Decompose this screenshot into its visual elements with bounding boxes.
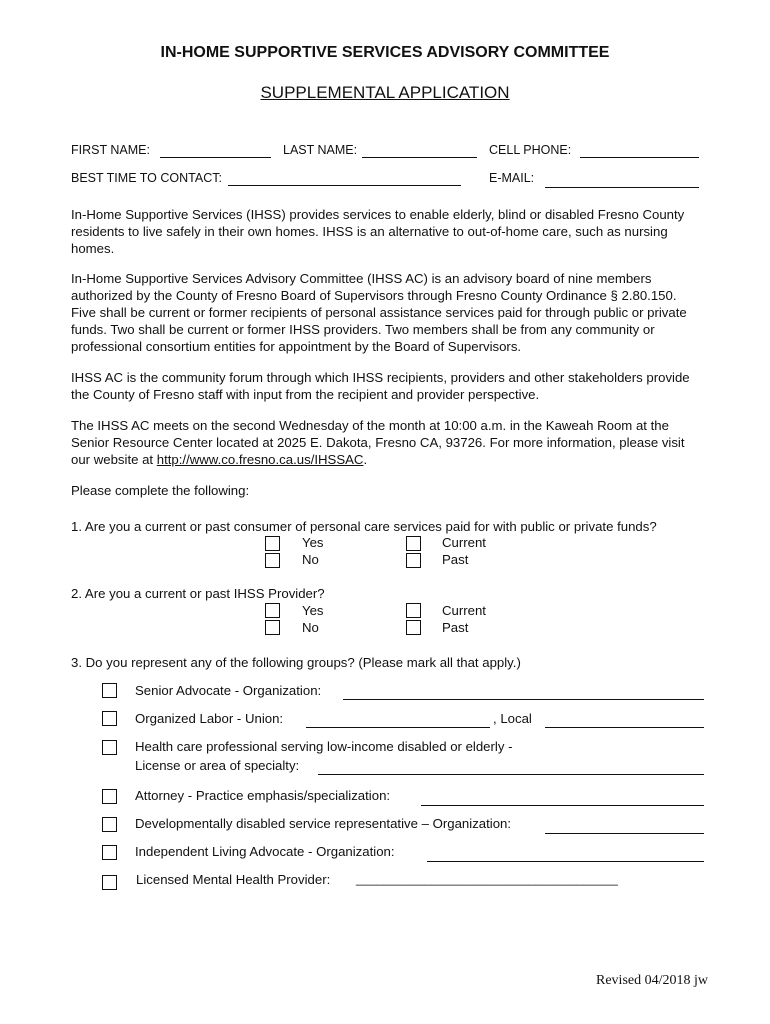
meetings-text: The IHSS AC meets on the second Wednesday of the month at 10:00 a.m. in the Kaweah Room at the Senior Resource Center located at 2025 E. Dakota, Fresno CA, 93726. For more information, please visit our website at — [71, 418, 685, 467]
form-title: IN-HOME SUPPORTIVE SERVICES ADVISORY COMMITTEE — [160, 44, 610, 61]
attorney-field[interactable] — [421, 805, 704, 806]
q1-past-checkbox[interactable] — [406, 553, 421, 568]
cell-phone-label: CELL PHONE: — [489, 143, 572, 157]
q1-yes-checkbox[interactable] — [265, 536, 280, 551]
first-name-field[interactable] — [160, 157, 271, 158]
health-care-checkbox[interactable] — [102, 740, 117, 755]
form-subtitle: SUPPLEMENTAL APPLICATION — [260, 83, 510, 102]
independent-living-label: Independent Living Advocate - Organization: — [135, 844, 395, 859]
q1-current-label: Current — [442, 535, 486, 550]
best-time-field[interactable] — [228, 185, 461, 186]
email-label: E-MAIL: — [489, 171, 535, 185]
paragraph-forum: IHSS AC is the community forum through which IHSS recipients, providers and other stakeholders provide the County of Fresno staff with input from the recipient and provider perspective. — [71, 370, 690, 402]
question-2: 2. Are you a current or past IHSS Provider? — [71, 586, 325, 601]
local-label: , Local — [493, 711, 532, 726]
q2-no-label: No — [302, 620, 319, 635]
paragraph-ihss: In-Home Supportive Services (IHSS) provides services to enable elderly, blind or disabled Fresno County residents to live safely in their own homes. IHSS is an alternative to out-of-home care, such as nursing homes. — [71, 207, 685, 256]
attorney-checkbox[interactable] — [102, 789, 117, 804]
meetings-end: . — [363, 452, 368, 467]
license-field[interactable] — [318, 774, 704, 775]
q2-past-checkbox[interactable] — [406, 620, 421, 635]
mental-health-label: Licensed Mental Health Provider: — [136, 872, 331, 887]
senior-advocate-field[interactable] — [343, 699, 704, 700]
independent-living-field[interactable] — [427, 861, 704, 862]
paragraph-meetings — [71, 417, 691, 468]
organized-labor-checkbox[interactable] — [102, 711, 117, 726]
q1-no-label: No — [302, 552, 319, 567]
health-care-label: Health care professional serving low-income disabled or elderly - — [135, 739, 513, 754]
developmental-checkbox[interactable] — [102, 817, 117, 832]
q1-current-checkbox[interactable] — [406, 536, 421, 551]
q2-yes-checkbox[interactable] — [265, 603, 280, 618]
developmental-field[interactable] — [545, 833, 704, 834]
last-name-field[interactable] — [362, 157, 477, 158]
q2-yes-label: Yes — [302, 603, 324, 618]
website-link[interactable]: http://www.co.fresno.ca.us/IHSSAC — [156, 452, 364, 467]
senior-advocate-label: Senior Advocate - Organization: — [135, 683, 322, 698]
instruction-text: Please complete the following: — [71, 483, 250, 498]
developmental-label: Developmentally disabled service representative – Organization: — [135, 816, 512, 831]
q2-no-checkbox[interactable] — [265, 620, 280, 635]
organized-labor-label: Organized Labor - Union: — [135, 711, 284, 726]
q2-current-checkbox[interactable] — [406, 603, 421, 618]
senior-advocate-checkbox[interactable] — [102, 683, 117, 698]
q2-past-label: Past — [442, 620, 469, 635]
cell-phone-field[interactable] — [580, 157, 699, 158]
email-field[interactable] — [545, 187, 699, 188]
attorney-label: Attorney - Practice emphasis/specialization: — [135, 788, 391, 803]
question-1: 1. Are you a current or past consumer of personal care services paid for with public or private funds? — [71, 519, 657, 534]
q1-no-checkbox[interactable] — [265, 553, 280, 568]
revision-note: Revised 04/2018 jw — [596, 973, 708, 988]
mental-health-checkbox[interactable] — [102, 875, 117, 890]
first-name-label: FIRST NAME: — [71, 143, 150, 157]
union-field[interactable] — [306, 727, 490, 728]
question-3: 3. Do you represent any of the following groups? (Please mark all that apply.) — [71, 655, 521, 670]
mental-health-field[interactable]: ______________________________________ — [356, 872, 618, 886]
last-name-label: LAST NAME: — [283, 143, 358, 157]
independent-living-checkbox[interactable] — [102, 845, 117, 860]
q1-yes-label: Yes — [302, 535, 324, 550]
q1-past-label: Past — [442, 552, 469, 567]
license-label: License or area of specialty: — [135, 758, 300, 773]
q2-current-label: Current — [442, 603, 486, 618]
paragraph-ihss-ac: In-Home Supportive Services Advisory Committee (IHSS AC) is an advisory board of nine members authorized by the County of Fresno Board of Supervisors through Fresno County Ordinance § 2.80.150. Five shall be current or former recipients of personal assistance services paid for through public or private funds. Two shall be current or former IHSS providers. Two members shall be from any community or professional consortium entities for appointment by the Board of Supervisors. — [71, 271, 687, 354]
best-time-label: BEST TIME TO CONTACT: — [71, 171, 222, 185]
local-field[interactable] — [545, 727, 704, 728]
